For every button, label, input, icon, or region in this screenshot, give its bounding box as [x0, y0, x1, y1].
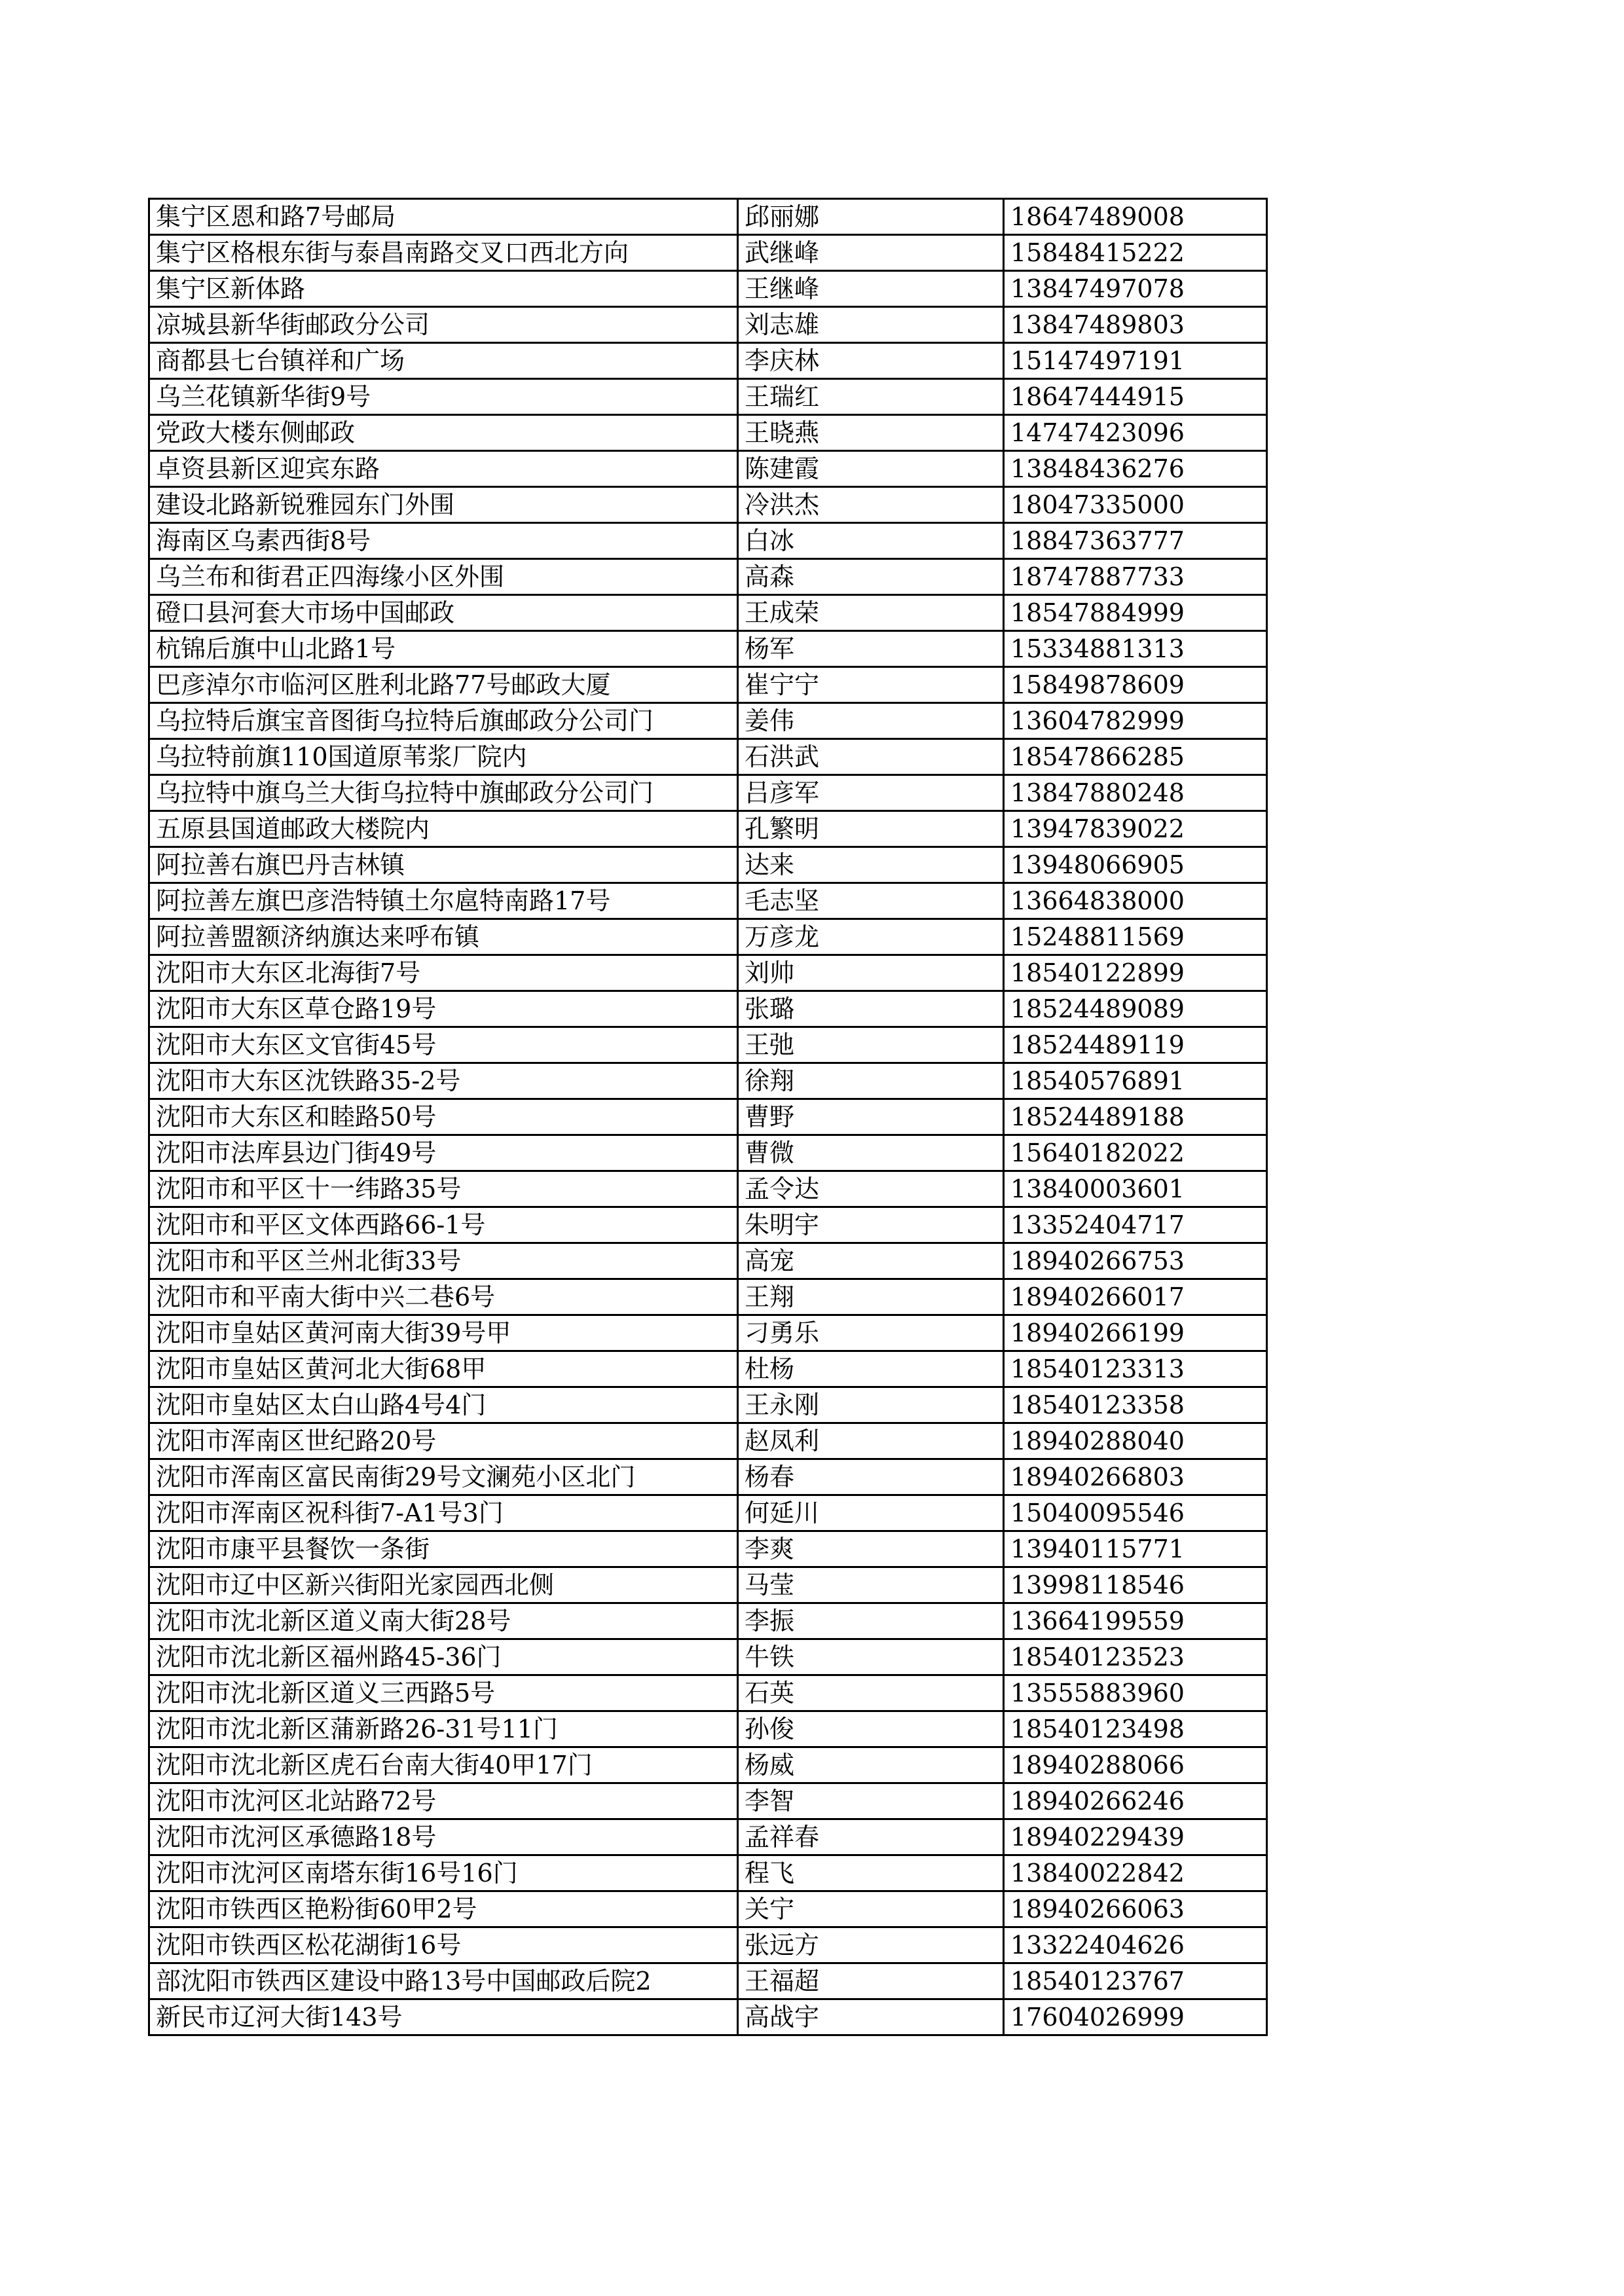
phone-cell: 13848436276: [1004, 451, 1267, 487]
name-cell: 赵凤利: [738, 1423, 1004, 1459]
table-row: [149, 1171, 1267, 1207]
phone-cell: 13940115771: [1004, 1531, 1267, 1567]
name-cell: 刘志雄: [738, 307, 1004, 343]
address-cell: 阿拉善左旗巴彦浩特镇土尔扈特南路17号: [149, 883, 738, 919]
phone-cell: 18847363777: [1004, 523, 1267, 559]
table-row: [149, 703, 1267, 739]
name-cell: 陈建霞: [738, 451, 1004, 487]
address-cell: 沈阳市和平南大街中兴二巷6号: [149, 1279, 738, 1315]
phone-cell: 18540122899: [1004, 955, 1267, 991]
address-cell: 杭锦后旗中山北路1号: [149, 631, 738, 667]
address-cell: 沈阳市大东区文官街45号: [149, 1027, 738, 1063]
address-cell: 沈阳市铁西区艳粉街60甲2号: [149, 1891, 738, 1927]
address-cell: 沈阳市浑南区世纪路20号: [149, 1423, 738, 1459]
phone-cell: 13840003601: [1004, 1171, 1267, 1207]
table-row: [149, 1963, 1267, 1999]
table-row: [149, 271, 1267, 307]
table-row: [149, 883, 1267, 919]
phone-cell: 18940266199: [1004, 1315, 1267, 1351]
table-row: [149, 1279, 1267, 1315]
address-cell: 党政大楼东侧邮政: [149, 415, 738, 451]
address-cell: 沈阳市大东区沈铁路35-2号: [149, 1063, 738, 1099]
name-cell: 毛志坚: [738, 883, 1004, 919]
name-cell: 刘帅: [738, 955, 1004, 991]
name-cell: 张璐: [738, 991, 1004, 1027]
table-row: [149, 631, 1267, 667]
table-row: [149, 1351, 1267, 1387]
address-cell: 沈阳市沈北新区虎石台南大街40甲17门: [149, 1747, 738, 1783]
phone-cell: 18547866285: [1004, 739, 1267, 775]
address-cell: 乌拉特后旗宝音图街乌拉特后旗邮政分公司门: [149, 703, 738, 739]
address-cell: 五原县国道邮政大楼院内: [149, 811, 738, 847]
table-row: [149, 775, 1267, 811]
phone-cell: 15147497191: [1004, 343, 1267, 379]
name-cell: 白冰: [738, 523, 1004, 559]
phone-cell: 13948066905: [1004, 847, 1267, 883]
address-cell: 沈阳市沈河区北站路72号: [149, 1783, 738, 1819]
phone-cell: 15848415222: [1004, 235, 1267, 271]
name-cell: 王永刚: [738, 1387, 1004, 1423]
phone-cell: 13847489803: [1004, 307, 1267, 343]
table-row: [149, 1207, 1267, 1243]
table-row: [149, 739, 1267, 775]
name-cell: 孔繁明: [738, 811, 1004, 847]
address-cell: 集宁区格根东街与泰昌南路交叉口西北方向: [149, 235, 738, 271]
table-row: [149, 451, 1267, 487]
name-cell: 王成荣: [738, 595, 1004, 631]
phone-cell: 18940288066: [1004, 1747, 1267, 1783]
name-cell: 马莹: [738, 1567, 1004, 1603]
table-row: [149, 235, 1267, 271]
name-cell: 王继峰: [738, 271, 1004, 307]
name-cell: 张远方: [738, 1927, 1004, 1963]
name-cell: 冷洪杰: [738, 487, 1004, 523]
name-cell: 王弛: [738, 1027, 1004, 1063]
table-row: [149, 991, 1267, 1027]
table-row: [149, 1387, 1267, 1423]
table-row: [149, 1819, 1267, 1855]
name-cell: 石洪武: [738, 739, 1004, 775]
table-row: [149, 415, 1267, 451]
name-cell: 杨军: [738, 631, 1004, 667]
name-cell: 万彦龙: [738, 919, 1004, 955]
address-cell: 沈阳市和平区文体西路66-1号: [149, 1207, 738, 1243]
phone-cell: 18524489119: [1004, 1027, 1267, 1063]
phone-cell: 13664199559: [1004, 1603, 1267, 1639]
phone-cell: 15640182022: [1004, 1135, 1267, 1171]
phone-cell: 15248811569: [1004, 919, 1267, 955]
address-cell: 沈阳市沈北新区蒲新路26-31号11门: [149, 1711, 738, 1747]
address-cell: 沈阳市皇姑区黄河南大街39号甲: [149, 1315, 738, 1351]
phone-cell: 13947839022: [1004, 811, 1267, 847]
address-cell: 沈阳市铁西区松花湖街16号: [149, 1927, 738, 1963]
address-cell: 沈阳市沈河区南塔东街16号16门: [149, 1855, 738, 1891]
address-cell: 巴彦淖尔市临河区胜利北路77号邮政大厦: [149, 667, 738, 703]
address-cell: 磴口县河套大市场中国邮政: [149, 595, 738, 631]
address-cell: 凉城县新华街邮政分公司: [149, 307, 738, 343]
table-row: [149, 1783, 1267, 1819]
contact-table: [148, 198, 1268, 2036]
table-row: [149, 1027, 1267, 1063]
name-cell: 高森: [738, 559, 1004, 595]
phone-cell: 18940229439: [1004, 1819, 1267, 1855]
table-row: [149, 1099, 1267, 1135]
name-cell: 李爽: [738, 1531, 1004, 1567]
name-cell: 何延川: [738, 1495, 1004, 1531]
phone-cell: 18940266246: [1004, 1783, 1267, 1819]
name-cell: 朱明宇: [738, 1207, 1004, 1243]
address-cell: 沈阳市和平区十一纬路35号: [149, 1171, 738, 1207]
address-cell: 阿拉善右旗巴丹吉林镇: [149, 847, 738, 883]
phone-cell: 18940288040: [1004, 1423, 1267, 1459]
address-cell: 卓资县新区迎宾东路: [149, 451, 738, 487]
table-row: [149, 559, 1267, 595]
phone-cell: 18547884999: [1004, 595, 1267, 631]
name-cell: 关宁: [738, 1891, 1004, 1927]
name-cell: 孙俊: [738, 1711, 1004, 1747]
table-row: [149, 1063, 1267, 1099]
name-cell: 王福超: [738, 1963, 1004, 1999]
phone-cell: 18647444915: [1004, 379, 1267, 415]
phone-cell: 13847497078: [1004, 271, 1267, 307]
table-row: [149, 1639, 1267, 1675]
contact-table-body: [149, 199, 1267, 2035]
address-cell: 海南区乌素西街8号: [149, 523, 738, 559]
table-row: [149, 1675, 1267, 1711]
phone-cell: 18540123358: [1004, 1387, 1267, 1423]
table-row: [149, 1603, 1267, 1639]
phone-cell: 13555883960: [1004, 1675, 1267, 1711]
name-cell: 程飞: [738, 1855, 1004, 1891]
table-row: [149, 1927, 1267, 1963]
address-cell: 沈阳市皇姑区黄河北大街68甲: [149, 1351, 738, 1387]
address-cell: 建设北路新锐雅园东门外围: [149, 487, 738, 523]
name-cell: 吕彦军: [738, 775, 1004, 811]
name-cell: 邱丽娜: [738, 199, 1004, 235]
table-row: [149, 1999, 1267, 2035]
table-row: [149, 379, 1267, 415]
table-row: [149, 1855, 1267, 1891]
phone-cell: 13840022842: [1004, 1855, 1267, 1891]
phone-cell: 18940266017: [1004, 1279, 1267, 1315]
name-cell: 杨春: [738, 1459, 1004, 1495]
name-cell: 牛铁: [738, 1639, 1004, 1675]
table-row: [149, 1243, 1267, 1279]
address-cell: 部沈阳市铁西区建设中路13号中国邮政后院2: [149, 1963, 738, 1999]
name-cell: 李智: [738, 1783, 1004, 1819]
phone-cell: 18524489188: [1004, 1099, 1267, 1135]
phone-cell: 13664838000: [1004, 883, 1267, 919]
name-cell: 曹野: [738, 1099, 1004, 1135]
phone-cell: 18940266753: [1004, 1243, 1267, 1279]
table-row: [149, 523, 1267, 559]
table-row: [149, 199, 1267, 235]
name-cell: 王晓燕: [738, 415, 1004, 451]
address-cell: 商都县七台镇祥和广场: [149, 343, 738, 379]
table-row: [149, 1135, 1267, 1171]
name-cell: 崔宁宁: [738, 667, 1004, 703]
table-row: [149, 1459, 1267, 1495]
phone-cell: 14747423096: [1004, 415, 1267, 451]
name-cell: 姜伟: [738, 703, 1004, 739]
address-cell: 阿拉善盟额济纳旗达来呼布镇: [149, 919, 738, 955]
table-row: [149, 1423, 1267, 1459]
phone-cell: 18747887733: [1004, 559, 1267, 595]
address-cell: 乌兰花镇新华街9号: [149, 379, 738, 415]
table-row: [149, 811, 1267, 847]
address-cell: 乌拉特中旗乌兰大街乌拉特中旗邮政分公司门: [149, 775, 738, 811]
address-cell: 沈阳市皇姑区太白山路4号4门: [149, 1387, 738, 1423]
name-cell: 徐翔: [738, 1063, 1004, 1099]
table-row: [149, 1531, 1267, 1567]
address-cell: 集宁区新体路: [149, 271, 738, 307]
table-row: [149, 343, 1267, 379]
address-cell: 乌拉特前旗110国道原苇浆厂院内: [149, 739, 738, 775]
table-row: [149, 1891, 1267, 1927]
phone-cell: 13322404626: [1004, 1927, 1267, 1963]
phone-cell: 13998118546: [1004, 1567, 1267, 1603]
name-cell: 李庆林: [738, 343, 1004, 379]
address-cell: 沈阳市大东区北海街7号: [149, 955, 738, 991]
phone-cell: 18524489089: [1004, 991, 1267, 1027]
name-cell: 高战宇: [738, 1999, 1004, 2035]
address-cell: 沈阳市辽中区新兴街阳光家园西北侧: [149, 1567, 738, 1603]
phone-cell: 13604782999: [1004, 703, 1267, 739]
table-row: [149, 1747, 1267, 1783]
phone-cell: 18540123498: [1004, 1711, 1267, 1747]
phone-cell: 13352404717: [1004, 1207, 1267, 1243]
name-cell: 武继峰: [738, 235, 1004, 271]
table-row: [149, 307, 1267, 343]
table-row: [149, 667, 1267, 703]
name-cell: 曹微: [738, 1135, 1004, 1171]
name-cell: 石英: [738, 1675, 1004, 1711]
address-cell: 沈阳市大东区草仓路19号: [149, 991, 738, 1027]
table-row: [149, 1711, 1267, 1747]
name-cell: 刁勇乐: [738, 1315, 1004, 1351]
table-row: [149, 1567, 1267, 1603]
phone-cell: 18540123523: [1004, 1639, 1267, 1675]
name-cell: 高宠: [738, 1243, 1004, 1279]
name-cell: 孟令达: [738, 1171, 1004, 1207]
address-cell: 乌兰布和街君正四海缘小区外围: [149, 559, 738, 595]
phone-cell: 18940266803: [1004, 1459, 1267, 1495]
name-cell: 杜杨: [738, 1351, 1004, 1387]
phone-cell: 15040095546: [1004, 1495, 1267, 1531]
name-cell: 杨威: [738, 1747, 1004, 1783]
name-cell: 李振: [738, 1603, 1004, 1639]
address-cell: 沈阳市沈北新区道义三西路5号: [149, 1675, 738, 1711]
phone-cell: 18940266063: [1004, 1891, 1267, 1927]
address-cell: 沈阳市沈北新区道义南大街28号: [149, 1603, 738, 1639]
table-row: [149, 919, 1267, 955]
name-cell: 达来: [738, 847, 1004, 883]
phone-cell: 18540123767: [1004, 1963, 1267, 1999]
address-cell: 沈阳市大东区和睦路50号: [149, 1099, 738, 1135]
name-cell: 王翔: [738, 1279, 1004, 1315]
name-cell: 王瑞红: [738, 379, 1004, 415]
phone-cell: 17604026999: [1004, 1999, 1267, 2035]
address-cell: 沈阳市法库县边门街49号: [149, 1135, 738, 1171]
phone-cell: 13847880248: [1004, 775, 1267, 811]
phone-cell: 18540123313: [1004, 1351, 1267, 1387]
address-cell: 沈阳市和平区兰州北街33号: [149, 1243, 738, 1279]
phone-cell: 18540576891: [1004, 1063, 1267, 1099]
address-cell: 沈阳市沈河区承德路18号: [149, 1819, 738, 1855]
address-cell: 沈阳市浑南区祝科街7-A1号3门: [149, 1495, 738, 1531]
table-row: [149, 487, 1267, 523]
name-cell: 孟祥春: [738, 1819, 1004, 1855]
address-cell: 新民市辽河大街143号: [149, 1999, 738, 2035]
address-cell: 集宁区恩和路7号邮局: [149, 199, 738, 235]
table-row: [149, 847, 1267, 883]
table-row: [149, 1315, 1267, 1351]
address-cell: 沈阳市浑南区富民南街29号文澜苑小区北门: [149, 1459, 738, 1495]
phone-cell: 15849878609: [1004, 667, 1267, 703]
phone-cell: 18047335000: [1004, 487, 1267, 523]
table-row: [149, 595, 1267, 631]
address-cell: 沈阳市康平县餐饮一条街: [149, 1531, 738, 1567]
table-row: [149, 955, 1267, 991]
phone-cell: 18647489008: [1004, 199, 1267, 235]
address-cell: 沈阳市沈北新区福州路45-36门: [149, 1639, 738, 1675]
table-row: [149, 1495, 1267, 1531]
phone-cell: 15334881313: [1004, 631, 1267, 667]
